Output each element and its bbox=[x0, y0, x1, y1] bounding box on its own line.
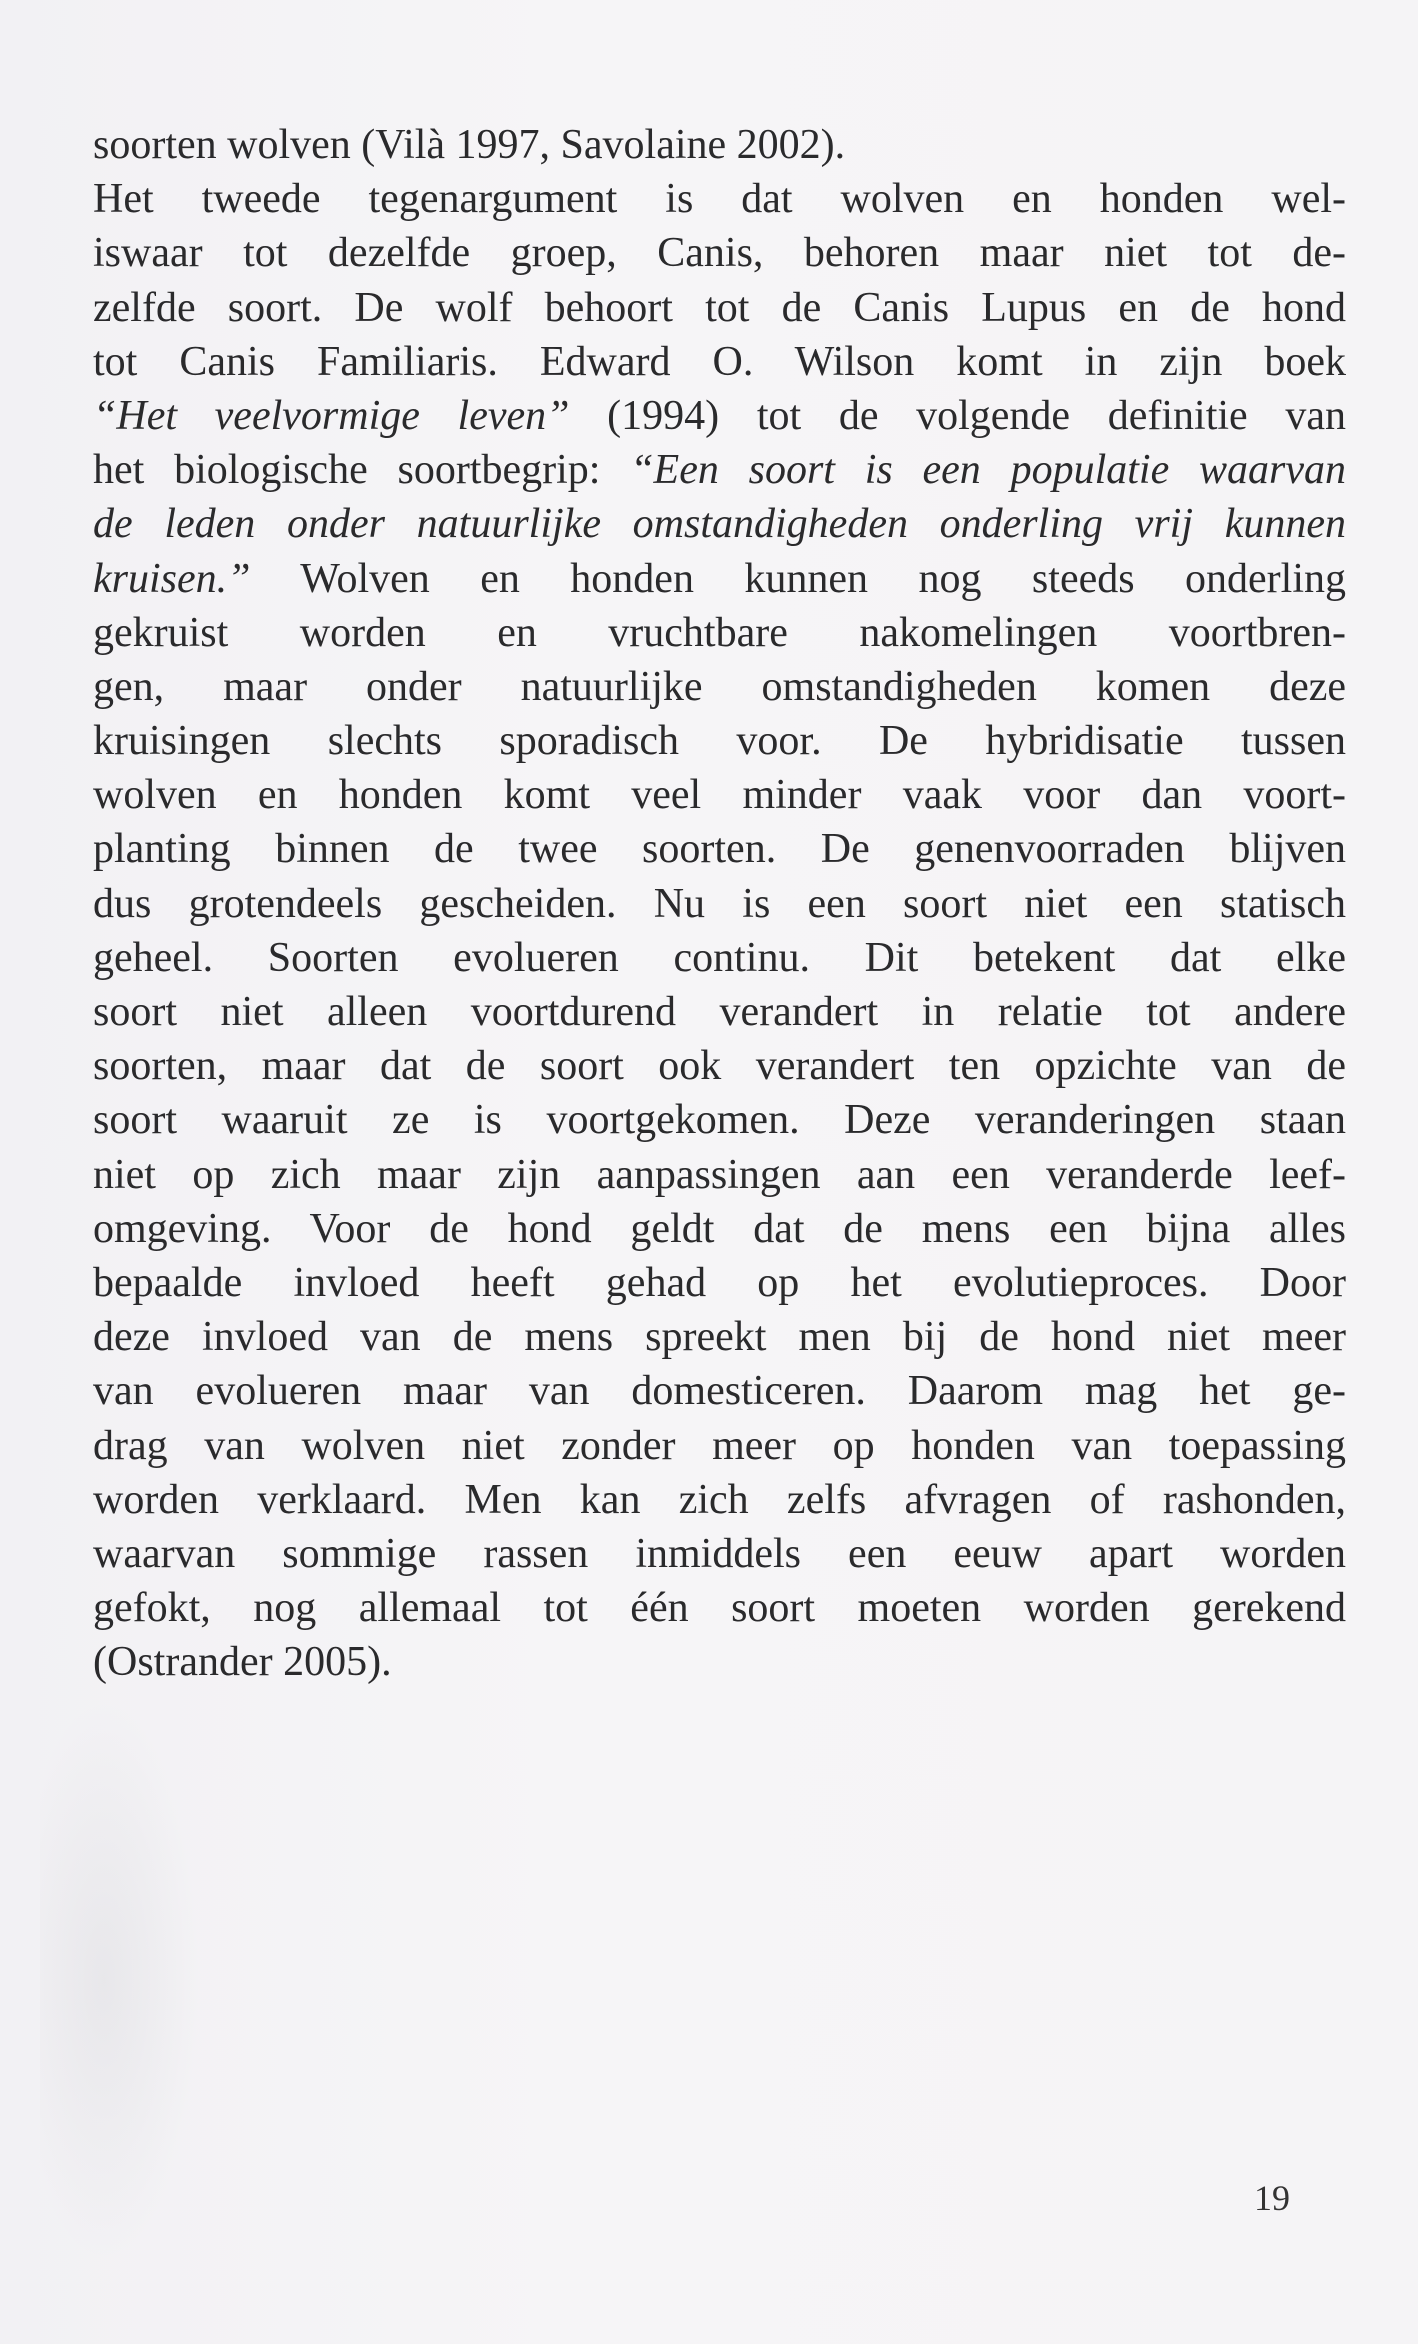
text-segment: (Ostrander 2005). bbox=[93, 1639, 392, 1686]
text-line bbox=[93, 226, 1346, 280]
body-text bbox=[93, 118, 1346, 1689]
text-segment: deze invloed van de mens spreekt men bij de hond niet meer bbox=[93, 1314, 1346, 1361]
italic-text-segment: kruisen.” bbox=[93, 555, 251, 602]
text-line bbox=[93, 1635, 1346, 1689]
text-segment: worden verklaard. Men kan zich zelfs afvragen of rashonden, bbox=[93, 1476, 1346, 1523]
text-line bbox=[93, 931, 1346, 985]
text-line bbox=[93, 281, 1346, 335]
text-segment: soort niet alleen voortdurend verandert in relatie tot andere bbox=[93, 989, 1346, 1035]
text-segment: waarvan sommige rassen inmiddels een eeuw apart worden bbox=[93, 1530, 1346, 1577]
text-line bbox=[93, 660, 1346, 714]
text-line bbox=[93, 1256, 1346, 1310]
text-line bbox=[93, 1202, 1346, 1256]
text-segment: niet op zich maar zijn aanpassingen aan een veranderde leef- bbox=[93, 1151, 1346, 1198]
italic-text-segment: “Een soort is een populatie waarvan bbox=[630, 447, 1346, 494]
text-segment: Wolven en honden kunnen nog steeds onderling bbox=[250, 555, 1346, 602]
text-line bbox=[93, 335, 1346, 389]
text-segment: Het tweede tegenargument is dat wolven en honden wel- bbox=[93, 176, 1346, 223]
text-line bbox=[93, 1581, 1346, 1635]
text-segment: zelfde soort. De wolf behoort tot de Canis Lupus en de hond bbox=[93, 284, 1346, 331]
italic-text-segment: de leden onder natuurlijke omstandigheden onderling vrij kunnen bbox=[93, 501, 1346, 548]
text-line bbox=[93, 1093, 1346, 1147]
text-segment: (1994) tot de volgende definitie van bbox=[569, 392, 1346, 439]
text-line bbox=[93, 389, 1346, 443]
text-segment: het biologische soortbegrip: bbox=[93, 447, 631, 494]
text-line bbox=[93, 1473, 1346, 1527]
text-line bbox=[93, 552, 1346, 606]
text-segment: soort waaruit ze is voortgekomen. Deze veranderingen staan bbox=[93, 1097, 1346, 1144]
text-line bbox=[93, 768, 1346, 822]
text-line bbox=[93, 1039, 1346, 1093]
text-line bbox=[93, 1310, 1346, 1364]
page-number: 19 bbox=[1254, 2178, 1290, 2218]
text-segment: kruisingen slechts sporadisch voor. De hybridisatie tussen bbox=[93, 718, 1346, 765]
text-line bbox=[93, 714, 1346, 768]
text-line bbox=[93, 172, 1346, 226]
text-segment: wolven en honden komt veel minder vaak voor dan voort- bbox=[93, 772, 1346, 819]
text-line bbox=[93, 497, 1346, 551]
text-segment: drag van wolven niet zonder meer op honden van toepassing bbox=[93, 1422, 1346, 1469]
text-line bbox=[93, 1148, 1346, 1202]
text-segment: bepaalde invloed heeft gehad op het evolutieproces. Door bbox=[93, 1259, 1346, 1306]
text-segment: soorten, maar dat de soort ook verandert ten opzichte van de bbox=[93, 1043, 1346, 1090]
text-segment: gen, maar onder natuurlijke omstandigheden komen deze bbox=[93, 663, 1346, 710]
text-segment: soorten wolven (Vilà 1997, Savolaine 2002). bbox=[93, 122, 846, 168]
text-segment: geheel. Soorten evolueren continu. Dit betekent dat elke bbox=[93, 934, 1346, 981]
text-line bbox=[93, 443, 1346, 497]
text-segment: gekruist worden en vruchtbare nakomelingen voortbren- bbox=[93, 609, 1346, 656]
text-segment: dus grotendeels gescheiden. Nu is een soort niet een statisch bbox=[93, 880, 1346, 927]
text-segment: iswaar tot dezelfde groep, Canis, behoren maar niet tot de- bbox=[93, 230, 1346, 277]
text-line bbox=[93, 1364, 1346, 1418]
text-segment: gefokt, nog allemaal tot één soort moeten worden gerekend bbox=[93, 1585, 1346, 1632]
text-line bbox=[93, 822, 1346, 876]
text-line bbox=[93, 985, 1346, 1039]
text-line bbox=[93, 1419, 1346, 1473]
show-through-shadow bbox=[40, 1700, 200, 2260]
text-line bbox=[93, 606, 1346, 660]
italic-text-segment: “Het veelvormige leven” bbox=[93, 392, 570, 439]
text-line bbox=[93, 1527, 1346, 1581]
text-line bbox=[93, 877, 1346, 931]
text-line bbox=[93, 118, 1346, 172]
text-segment: planting binnen de twee soorten. De genenvoorraden blijven bbox=[93, 826, 1346, 873]
text-segment: van evolueren maar van domesticeren. Daarom mag het ge- bbox=[93, 1368, 1346, 1415]
text-segment: tot Canis Familiaris. Edward O. Wilson komt in zijn boek bbox=[93, 338, 1346, 385]
text-segment: omgeving. Voor de hond geldt dat de mens een bijna alles bbox=[93, 1205, 1346, 1252]
